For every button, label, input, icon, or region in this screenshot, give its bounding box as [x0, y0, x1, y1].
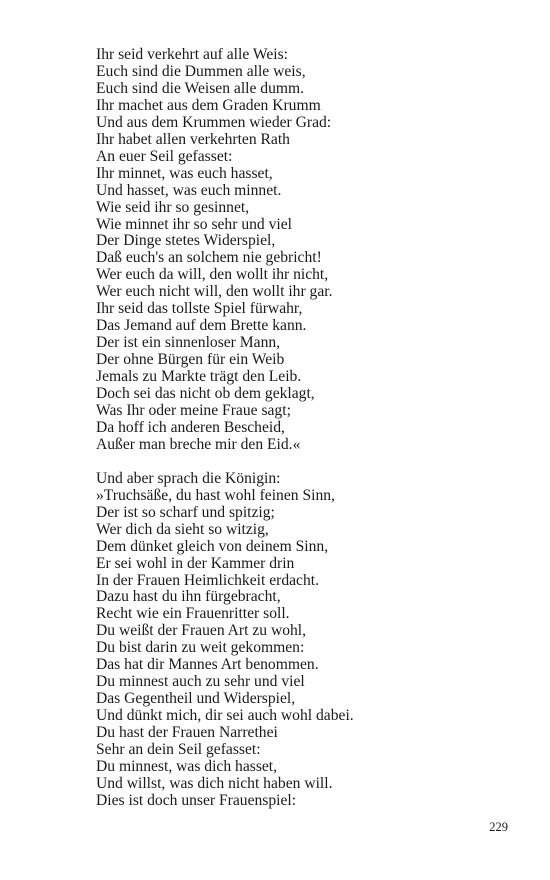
- verse-line: Und aus dem Krummen wieder Grad:: [96, 113, 332, 131]
- verse-line: Ihr minnet, was euch hasset,: [96, 164, 273, 182]
- verse-line: Du hast der Frauen Narrethei: [96, 724, 278, 742]
- verse-line: Der ist ein sinnenloser Mann,: [96, 334, 281, 352]
- verse-line: Und dünkt mich, dir sei auch wohl dabei.: [96, 707, 354, 725]
- verse-line: »Truchsäße, du hast wohl feinen Sinn,: [96, 486, 335, 504]
- verse-line: Recht wie ein Frauenritter soll.: [96, 605, 290, 623]
- verse-line: An euer Seil gefasset:: [96, 147, 233, 165]
- verse-line: Euch sind die Dummen alle weis,: [96, 62, 306, 80]
- verse-line: Du weißt der Frauen Art zu wohl,: [96, 622, 307, 640]
- verse-line: Jemals zu Markte trägt den Leib.: [96, 368, 302, 386]
- page-number: 229: [489, 820, 508, 834]
- verse-line: Sehr an dein Seil gefasset:: [96, 741, 261, 759]
- verse-line: Der ist so scharf und spitzig;: [96, 503, 275, 521]
- verse-line: Daß euch's an solchem nie gebricht!: [96, 249, 322, 267]
- verse-line: In der Frauen Heimlichkeit erdacht.: [96, 571, 319, 589]
- verse-line: Das Gegentheil und Widerspiel,: [96, 690, 296, 708]
- poem-text: [96, 47, 516, 810]
- verse-line: Dies ist doch unser Frauenspiel:: [96, 791, 297, 809]
- verse-line: Da hoff ich anderen Bescheid,: [96, 418, 285, 436]
- verse-line: Dem dünket gleich von deinem Sinn,: [96, 537, 329, 555]
- verse-line: Euch sind die Weisen alle dumm.: [96, 79, 305, 97]
- verse-line: Dazu hast du ihn fürgebracht,: [96, 588, 281, 606]
- stanza: [96, 47, 516, 454]
- verse-line: Wie seid ihr so gesinnet,: [96, 198, 250, 216]
- verse-line: Der ohne Bürgen für ein Weib: [96, 351, 285, 369]
- verse-line: Wie minnet ihr so sehr und viel: [96, 215, 292, 233]
- stanza: [96, 471, 516, 810]
- verse-line: Du minnest, was dich hasset,: [96, 758, 278, 776]
- verse-line: Und willst, was dich nicht haben will.: [96, 774, 333, 792]
- verse-line: Das hat dir Mannes Art benommen.: [96, 656, 319, 674]
- verse-line: Das Jemand auf dem Brette kann.: [96, 317, 307, 335]
- verse-line: Ihr seid das tollste Spiel fürwahr,: [96, 300, 303, 318]
- verse-line: Wer dich da sieht so witzig,: [96, 520, 269, 538]
- verse-line: Was Ihr oder meine Fraue sagt;: [96, 402, 291, 420]
- verse-line: Er sei wohl in der Kammer drin: [96, 554, 295, 572]
- verse-line: Und aber sprach die Königin:: [96, 469, 281, 487]
- verse-line: Wer euch nicht will, den wollt ihr gar.: [96, 283, 333, 301]
- verse-line: Du bist darin zu weit gekommen:: [96, 639, 305, 657]
- verse-line: Und hasset, was euch minnet.: [96, 181, 282, 199]
- verse-line: Ihr seid verkehrt auf alle Weis:: [96, 46, 289, 63]
- verse-line: Du minnest auch zu sehr und viel: [96, 673, 305, 691]
- verse-line: Der Dinge stetes Widerspiel,: [96, 232, 276, 250]
- verse-line: Ihr habet allen verkehrten Rath: [96, 130, 290, 148]
- verse-line: Wer euch da will, den wollt ihr nicht,: [96, 266, 329, 284]
- verse-line: Doch sei das nicht ob dem geklagt,: [96, 385, 315, 403]
- verse-line: Außer man breche mir den Eid.«: [96, 435, 301, 453]
- verse-line: Ihr machet aus dem Graden Krumm: [96, 96, 321, 114]
